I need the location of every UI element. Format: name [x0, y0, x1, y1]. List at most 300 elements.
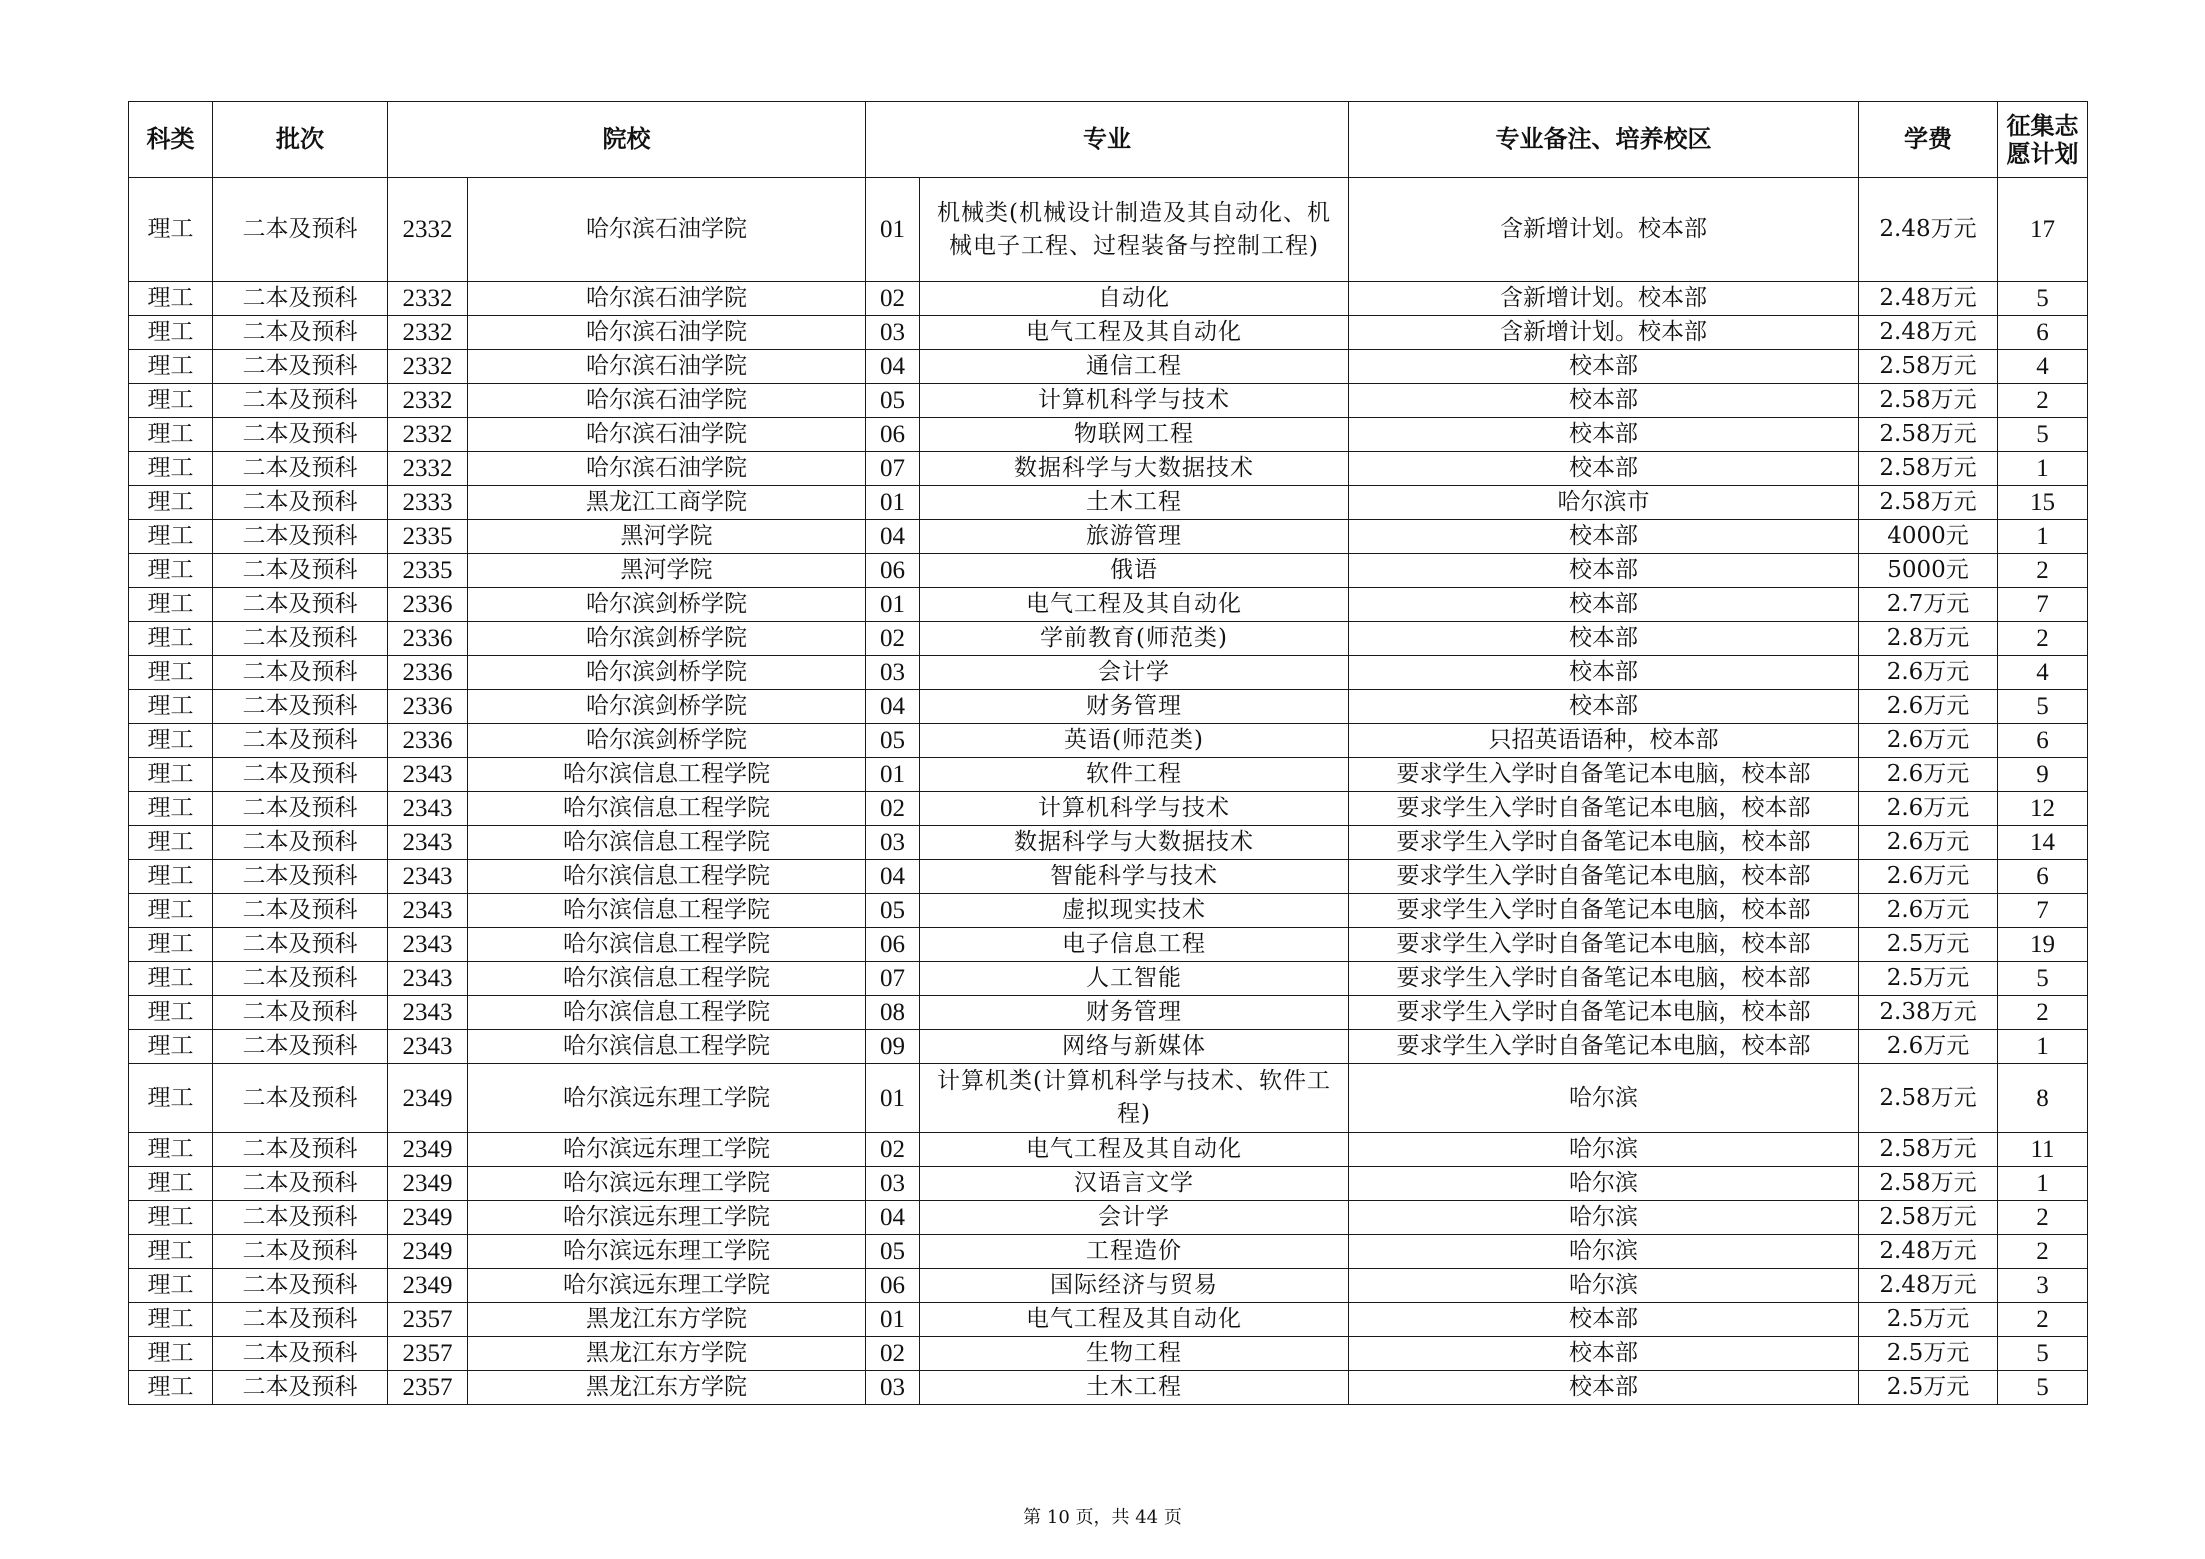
cell-batch: 二本及预科: [213, 520, 388, 554]
cell-remark: 哈尔滨: [1349, 1269, 1859, 1303]
table-row: [129, 622, 2088, 656]
cell-major-code: 05: [866, 724, 920, 758]
cell-major-code: 09: [866, 1030, 920, 1064]
cell-tuition: 2.58万元: [1859, 1167, 1998, 1201]
cell-batch: 二本及预科: [213, 282, 388, 316]
cell-school: 哈尔滨石油学院: [468, 282, 866, 316]
cell-major: 英语(师范类): [920, 724, 1349, 758]
cell-school-code: 2343: [388, 996, 468, 1030]
cell-plan: 4: [1998, 350, 2088, 384]
header-school: 院校: [388, 102, 866, 178]
table-row: [129, 554, 2088, 588]
cell-tuition: 2.48万元: [1859, 316, 1998, 350]
cell-school: 哈尔滨远东理工学院: [468, 1133, 866, 1167]
cell-subject: 理工: [129, 1303, 213, 1337]
cell-tuition: 2.58万元: [1859, 486, 1998, 520]
cell-remark: 哈尔滨: [1349, 1133, 1859, 1167]
cell-plan: 1: [1998, 452, 2088, 486]
cell-school: 哈尔滨剑桥学院: [468, 622, 866, 656]
cell-remark: 要求学生入学时自备笔记本电脑，校本部: [1349, 1030, 1859, 1064]
cell-school: 黑龙江东方学院: [468, 1303, 866, 1337]
cell-major-code: 02: [866, 792, 920, 826]
cell-remark: 哈尔滨: [1349, 1235, 1859, 1269]
cell-batch: 二本及预科: [213, 1167, 388, 1201]
cell-major-code: 06: [866, 1269, 920, 1303]
cell-tuition: 2.6万元: [1859, 860, 1998, 894]
cell-subject: 理工: [129, 452, 213, 486]
cell-subject: 理工: [129, 860, 213, 894]
cell-plan: 12: [1998, 792, 2088, 826]
cell-remark: 校本部: [1349, 588, 1859, 622]
cell-major: 土木工程: [920, 1371, 1349, 1405]
cell-subject: 理工: [129, 622, 213, 656]
cell-subject: 理工: [129, 1201, 213, 1235]
cell-school-code: 2349: [388, 1167, 468, 1201]
cell-batch: 二本及预科: [213, 826, 388, 860]
cell-subject: 理工: [129, 1133, 213, 1167]
cell-remark: 要求学生入学时自备笔记本电脑，校本部: [1349, 826, 1859, 860]
cell-tuition: 2.6万元: [1859, 724, 1998, 758]
cell-major: 数据科学与大数据技术: [920, 452, 1349, 486]
cell-major-code: 03: [866, 316, 920, 350]
table-row: [129, 1030, 2088, 1064]
cell-tuition: 2.58万元: [1859, 384, 1998, 418]
cell-major: 网络与新媒体: [920, 1030, 1349, 1064]
cell-school: 哈尔滨远东理工学院: [468, 1064, 866, 1133]
cell-batch: 二本及预科: [213, 1269, 388, 1303]
cell-major: 计算机类(计算机科学与技术、软件工程): [920, 1064, 1349, 1133]
cell-school-code: 2343: [388, 962, 468, 996]
cell-plan: 2: [1998, 1303, 2088, 1337]
cell-plan: 5: [1998, 690, 2088, 724]
cell-major-code: 02: [866, 1337, 920, 1371]
cell-batch: 二本及预科: [213, 350, 388, 384]
cell-remark: 含新增计划。校本部: [1349, 282, 1859, 316]
cell-plan: 5: [1998, 418, 2088, 452]
cell-school: 哈尔滨远东理工学院: [468, 1235, 866, 1269]
cell-batch: 二本及预科: [213, 1303, 388, 1337]
cell-remark: 要求学生入学时自备笔记本电脑，校本部: [1349, 996, 1859, 1030]
cell-major-code: 05: [866, 894, 920, 928]
cell-major: 计算机科学与技术: [920, 792, 1349, 826]
cell-school-code: 2343: [388, 860, 468, 894]
cell-remark: 哈尔滨: [1349, 1201, 1859, 1235]
cell-subject: 理工: [129, 1371, 213, 1405]
cell-remark: 校本部: [1349, 554, 1859, 588]
cell-plan: 6: [1998, 316, 2088, 350]
cell-major: 旅游管理: [920, 520, 1349, 554]
cell-major-code: 06: [866, 554, 920, 588]
cell-major-code: 04: [866, 1201, 920, 1235]
cell-major-code: 01: [866, 1064, 920, 1133]
cell-tuition: 2.58万元: [1859, 1133, 1998, 1167]
cell-remark: 校本部: [1349, 1303, 1859, 1337]
cell-subject: 理工: [129, 1064, 213, 1133]
cell-plan: 6: [1998, 724, 2088, 758]
cell-school: 哈尔滨剑桥学院: [468, 588, 866, 622]
cell-subject: 理工: [129, 178, 213, 282]
cell-remark: 校本部: [1349, 1337, 1859, 1371]
cell-school: 哈尔滨信息工程学院: [468, 894, 866, 928]
cell-batch: 二本及预科: [213, 178, 388, 282]
cell-batch: 二本及预科: [213, 1235, 388, 1269]
cell-school-code: 2336: [388, 588, 468, 622]
cell-school-code: 2332: [388, 384, 468, 418]
header-major: 专业: [866, 102, 1349, 178]
cell-school-code: 2332: [388, 452, 468, 486]
cell-tuition: 2.6万元: [1859, 656, 1998, 690]
cell-subject: 理工: [129, 656, 213, 690]
cell-remark: 校本部: [1349, 418, 1859, 452]
cell-tuition: 4000元: [1859, 520, 1998, 554]
header-batch: 批次: [213, 102, 388, 178]
cell-plan: 3: [1998, 1269, 2088, 1303]
cell-school-code: 2333: [388, 486, 468, 520]
cell-batch: 二本及预科: [213, 656, 388, 690]
cell-batch: 二本及预科: [213, 1133, 388, 1167]
cell-major-code: 01: [866, 758, 920, 792]
cell-subject: 理工: [129, 1235, 213, 1269]
cell-major-code: 06: [866, 928, 920, 962]
cell-plan: 14: [1998, 826, 2088, 860]
header-remark: 专业备注、培养校区: [1349, 102, 1859, 178]
cell-batch: 二本及预科: [213, 1371, 388, 1405]
cell-plan: 17: [1998, 178, 2088, 282]
cell-tuition: 2.6万元: [1859, 690, 1998, 724]
cell-school: 哈尔滨石油学院: [468, 316, 866, 350]
cell-subject: 理工: [129, 996, 213, 1030]
cell-major: 自动化: [920, 282, 1349, 316]
cell-school-code: 2332: [388, 316, 468, 350]
cell-school: 哈尔滨远东理工学院: [468, 1269, 866, 1303]
table-row: [129, 962, 2088, 996]
cell-school: 哈尔滨信息工程学院: [468, 826, 866, 860]
cell-major: 会计学: [920, 1201, 1349, 1235]
table-row: [129, 792, 2088, 826]
table-row: [129, 178, 2088, 282]
cell-school-code: 2332: [388, 350, 468, 384]
cell-subject: 理工: [129, 962, 213, 996]
cell-major: 虚拟现实技术: [920, 894, 1349, 928]
cell-tuition: 2.5万元: [1859, 1303, 1998, 1337]
cell-major-code: 01: [866, 588, 920, 622]
cell-school-code: 2336: [388, 724, 468, 758]
cell-batch: 二本及预科: [213, 690, 388, 724]
cell-plan: 19: [1998, 928, 2088, 962]
cell-batch: 二本及预科: [213, 724, 388, 758]
cell-batch: 二本及预科: [213, 894, 388, 928]
cell-major-code: 03: [866, 1167, 920, 1201]
cell-tuition: 2.58万元: [1859, 1201, 1998, 1235]
cell-subject: 理工: [129, 1337, 213, 1371]
cell-tuition: 2.5万元: [1859, 962, 1998, 996]
cell-remark: 要求学生入学时自备笔记本电脑，校本部: [1349, 928, 1859, 962]
cell-subject: 理工: [129, 758, 213, 792]
cell-major-code: 04: [866, 690, 920, 724]
cell-tuition: 2.58万元: [1859, 418, 1998, 452]
cell-school-code: 2343: [388, 792, 468, 826]
cell-school-code: 2332: [388, 178, 468, 282]
cell-major-code: 04: [866, 350, 920, 384]
cell-school: 哈尔滨剑桥学院: [468, 690, 866, 724]
cell-school-code: 2349: [388, 1235, 468, 1269]
cell-subject: 理工: [129, 554, 213, 588]
cell-major: 人工智能: [920, 962, 1349, 996]
cell-subject: 理工: [129, 316, 213, 350]
cell-major-code: 03: [866, 826, 920, 860]
cell-major: 财务管理: [920, 996, 1349, 1030]
cell-major-code: 03: [866, 656, 920, 690]
cell-school-code: 2335: [388, 520, 468, 554]
cell-major: 会计学: [920, 656, 1349, 690]
page-number-footer: 第 10 页，共 44 页: [1023, 1507, 1182, 1528]
cell-plan: 9: [1998, 758, 2088, 792]
table-row: [129, 1133, 2088, 1167]
cell-subject: 理工: [129, 826, 213, 860]
table-row: [129, 690, 2088, 724]
cell-school-code: 2349: [388, 1201, 468, 1235]
cell-batch: 二本及预科: [213, 928, 388, 962]
cell-school: 哈尔滨信息工程学院: [468, 928, 866, 962]
table-row: [129, 1371, 2088, 1405]
cell-school-code: 2357: [388, 1337, 468, 1371]
cell-school-code: 2343: [388, 758, 468, 792]
cell-tuition: 2.48万元: [1859, 1235, 1998, 1269]
cell-plan: 7: [1998, 894, 2088, 928]
table-row: [129, 826, 2088, 860]
table-row: [129, 758, 2088, 792]
cell-school: 哈尔滨信息工程学院: [468, 1030, 866, 1064]
cell-plan: 2: [1998, 1235, 2088, 1269]
cell-school: 哈尔滨远东理工学院: [468, 1201, 866, 1235]
cell-batch: 二本及预科: [213, 792, 388, 826]
cell-remark: 含新增计划。校本部: [1349, 316, 1859, 350]
table-row: [129, 1167, 2088, 1201]
cell-tuition: 2.48万元: [1859, 178, 1998, 282]
table-body: [129, 178, 2088, 1405]
cell-major-code: 04: [866, 860, 920, 894]
cell-batch: 二本及预科: [213, 1337, 388, 1371]
cell-batch: 二本及预科: [213, 588, 388, 622]
cell-batch: 二本及预科: [213, 1064, 388, 1133]
cell-subject: 理工: [129, 418, 213, 452]
cell-school-code: 2336: [388, 690, 468, 724]
cell-plan: 1: [1998, 520, 2088, 554]
cell-tuition: 2.8万元: [1859, 622, 1998, 656]
cell-plan: 5: [1998, 962, 2088, 996]
table-row: [129, 1303, 2088, 1337]
cell-major-code: 08: [866, 996, 920, 1030]
cell-major-code: 04: [866, 520, 920, 554]
cell-batch: 二本及预科: [213, 1201, 388, 1235]
cell-school: 哈尔滨远东理工学院: [468, 1167, 866, 1201]
cell-tuition: 2.6万元: [1859, 758, 1998, 792]
cell-tuition: 5000元: [1859, 554, 1998, 588]
cell-remark: 含新增计划。校本部: [1349, 178, 1859, 282]
cell-major-code: 02: [866, 622, 920, 656]
cell-tuition: 2.7万元: [1859, 588, 1998, 622]
cell-major-code: 01: [866, 178, 920, 282]
table-row: [129, 452, 2088, 486]
cell-tuition: 2.58万元: [1859, 350, 1998, 384]
cell-plan: 5: [1998, 1371, 2088, 1405]
table-row: [129, 1235, 2088, 1269]
cell-school-code: 2349: [388, 1269, 468, 1303]
cell-subject: 理工: [129, 894, 213, 928]
cell-school: 哈尔滨信息工程学院: [468, 792, 866, 826]
cell-batch: 二本及预科: [213, 452, 388, 486]
cell-batch: 二本及预科: [213, 860, 388, 894]
cell-remark: 要求学生入学时自备笔记本电脑，校本部: [1349, 758, 1859, 792]
cell-school: 哈尔滨信息工程学院: [468, 962, 866, 996]
cell-batch: 二本及预科: [213, 554, 388, 588]
cell-plan: 2: [1998, 622, 2088, 656]
cell-plan: 1: [1998, 1030, 2088, 1064]
cell-major-code: 07: [866, 962, 920, 996]
cell-school: 哈尔滨石油学院: [468, 452, 866, 486]
cell-plan: 11: [1998, 1133, 2088, 1167]
cell-school-code: 2343: [388, 1030, 468, 1064]
cell-major: 学前教育(师范类): [920, 622, 1349, 656]
cell-remark: 要求学生入学时自备笔记本电脑，校本部: [1349, 894, 1859, 928]
cell-plan: 2: [1998, 1201, 2088, 1235]
cell-major: 汉语言文学: [920, 1167, 1349, 1201]
table-row: [129, 384, 2088, 418]
cell-school-code: 2357: [388, 1303, 468, 1337]
cell-major: 财务管理: [920, 690, 1349, 724]
cell-batch: 二本及预科: [213, 418, 388, 452]
cell-major: 数据科学与大数据技术: [920, 826, 1349, 860]
header-plan: 征集志愿计划: [1998, 102, 2088, 178]
cell-plan: 1: [1998, 1167, 2088, 1201]
header-subject: 科类: [129, 102, 213, 178]
cell-subject: 理工: [129, 928, 213, 962]
cell-subject: 理工: [129, 1167, 213, 1201]
cell-subject: 理工: [129, 384, 213, 418]
cell-remark: 校本部: [1349, 1371, 1859, 1405]
cell-school: 哈尔滨信息工程学院: [468, 758, 866, 792]
cell-tuition: 2.5万元: [1859, 928, 1998, 962]
cell-major: 生物工程: [920, 1337, 1349, 1371]
cell-school-code: 2332: [388, 282, 468, 316]
cell-batch: 二本及预科: [213, 1030, 388, 1064]
cell-school-code: 2336: [388, 622, 468, 656]
cell-batch: 二本及预科: [213, 962, 388, 996]
table-row: [129, 350, 2088, 384]
table-row: [129, 894, 2088, 928]
table-row: [129, 1269, 2088, 1303]
table-row: [129, 1337, 2088, 1371]
cell-subject: 理工: [129, 1269, 213, 1303]
cell-remark: 校本部: [1349, 690, 1859, 724]
table-row: [129, 928, 2088, 962]
cell-subject: 理工: [129, 1030, 213, 1064]
cell-major-code: 05: [866, 1235, 920, 1269]
cell-school-code: 2343: [388, 928, 468, 962]
cell-subject: 理工: [129, 792, 213, 826]
enrollment-plan-table: [128, 101, 2088, 1405]
cell-remark: 校本部: [1349, 350, 1859, 384]
cell-school: 哈尔滨剑桥学院: [468, 656, 866, 690]
cell-tuition: 2.58万元: [1859, 452, 1998, 486]
cell-plan: 8: [1998, 1064, 2088, 1133]
table-row: [129, 588, 2088, 622]
cell-remark: 校本部: [1349, 452, 1859, 486]
cell-remark: 校本部: [1349, 384, 1859, 418]
cell-school: 黑龙江东方学院: [468, 1337, 866, 1371]
cell-plan: 2: [1998, 996, 2088, 1030]
cell-school-code: 2357: [388, 1371, 468, 1405]
cell-major: 工程造价: [920, 1235, 1349, 1269]
cell-remark: 要求学生入学时自备笔记本电脑，校本部: [1349, 792, 1859, 826]
cell-subject: 理工: [129, 350, 213, 384]
cell-subject: 理工: [129, 486, 213, 520]
table-row: [129, 996, 2088, 1030]
table-row: [129, 656, 2088, 690]
cell-subject: 理工: [129, 520, 213, 554]
cell-major-code: 01: [866, 486, 920, 520]
table-row: [129, 486, 2088, 520]
cell-school-code: 2336: [388, 656, 468, 690]
cell-remark: 只招英语语种，校本部: [1349, 724, 1859, 758]
cell-major: 土木工程: [920, 486, 1349, 520]
cell-remark: 校本部: [1349, 656, 1859, 690]
table-row: [129, 1201, 2088, 1235]
table-row: [129, 418, 2088, 452]
cell-school: 哈尔滨信息工程学院: [468, 860, 866, 894]
cell-plan: 2: [1998, 384, 2088, 418]
cell-major: 计算机科学与技术: [920, 384, 1349, 418]
cell-batch: 二本及预科: [213, 622, 388, 656]
cell-major: 智能科学与技术: [920, 860, 1349, 894]
cell-major: 电气工程及其自动化: [920, 588, 1349, 622]
cell-plan: 7: [1998, 588, 2088, 622]
cell-remark: 哈尔滨: [1349, 1064, 1859, 1133]
cell-remark: 哈尔滨市: [1349, 486, 1859, 520]
cell-tuition: 2.5万元: [1859, 1337, 1998, 1371]
table-header-row: [129, 102, 2088, 178]
cell-school-code: 2343: [388, 826, 468, 860]
cell-school-code: 2335: [388, 554, 468, 588]
cell-plan: 5: [1998, 282, 2088, 316]
cell-subject: 理工: [129, 588, 213, 622]
table-row: [129, 860, 2088, 894]
cell-school: 黑龙江工商学院: [468, 486, 866, 520]
cell-school: 黑河学院: [468, 520, 866, 554]
cell-tuition: 2.38万元: [1859, 996, 1998, 1030]
cell-major-code: 06: [866, 418, 920, 452]
cell-major: 机械类(机械设计制造及其自动化、机械电子工程、过程装备与控制工程): [920, 178, 1349, 282]
cell-batch: 二本及预科: [213, 384, 388, 418]
cell-tuition: 2.58万元: [1859, 1064, 1998, 1133]
cell-major-code: 05: [866, 384, 920, 418]
cell-plan: 4: [1998, 656, 2088, 690]
cell-batch: 二本及预科: [213, 486, 388, 520]
cell-major: 电气工程及其自动化: [920, 316, 1349, 350]
cell-school: 哈尔滨石油学院: [468, 384, 866, 418]
header-tuition: 学费: [1859, 102, 1998, 178]
cell-remark: 校本部: [1349, 520, 1859, 554]
cell-subject: 理工: [129, 690, 213, 724]
cell-tuition: 2.6万元: [1859, 1030, 1998, 1064]
cell-major-code: 02: [866, 282, 920, 316]
cell-school: 哈尔滨石油学院: [468, 350, 866, 384]
cell-school-code: 2349: [388, 1133, 468, 1167]
cell-remark: 要求学生入学时自备笔记本电脑，校本部: [1349, 962, 1859, 996]
cell-remark: 校本部: [1349, 622, 1859, 656]
cell-major: 电气工程及其自动化: [920, 1133, 1349, 1167]
cell-plan: 5: [1998, 1337, 2088, 1371]
